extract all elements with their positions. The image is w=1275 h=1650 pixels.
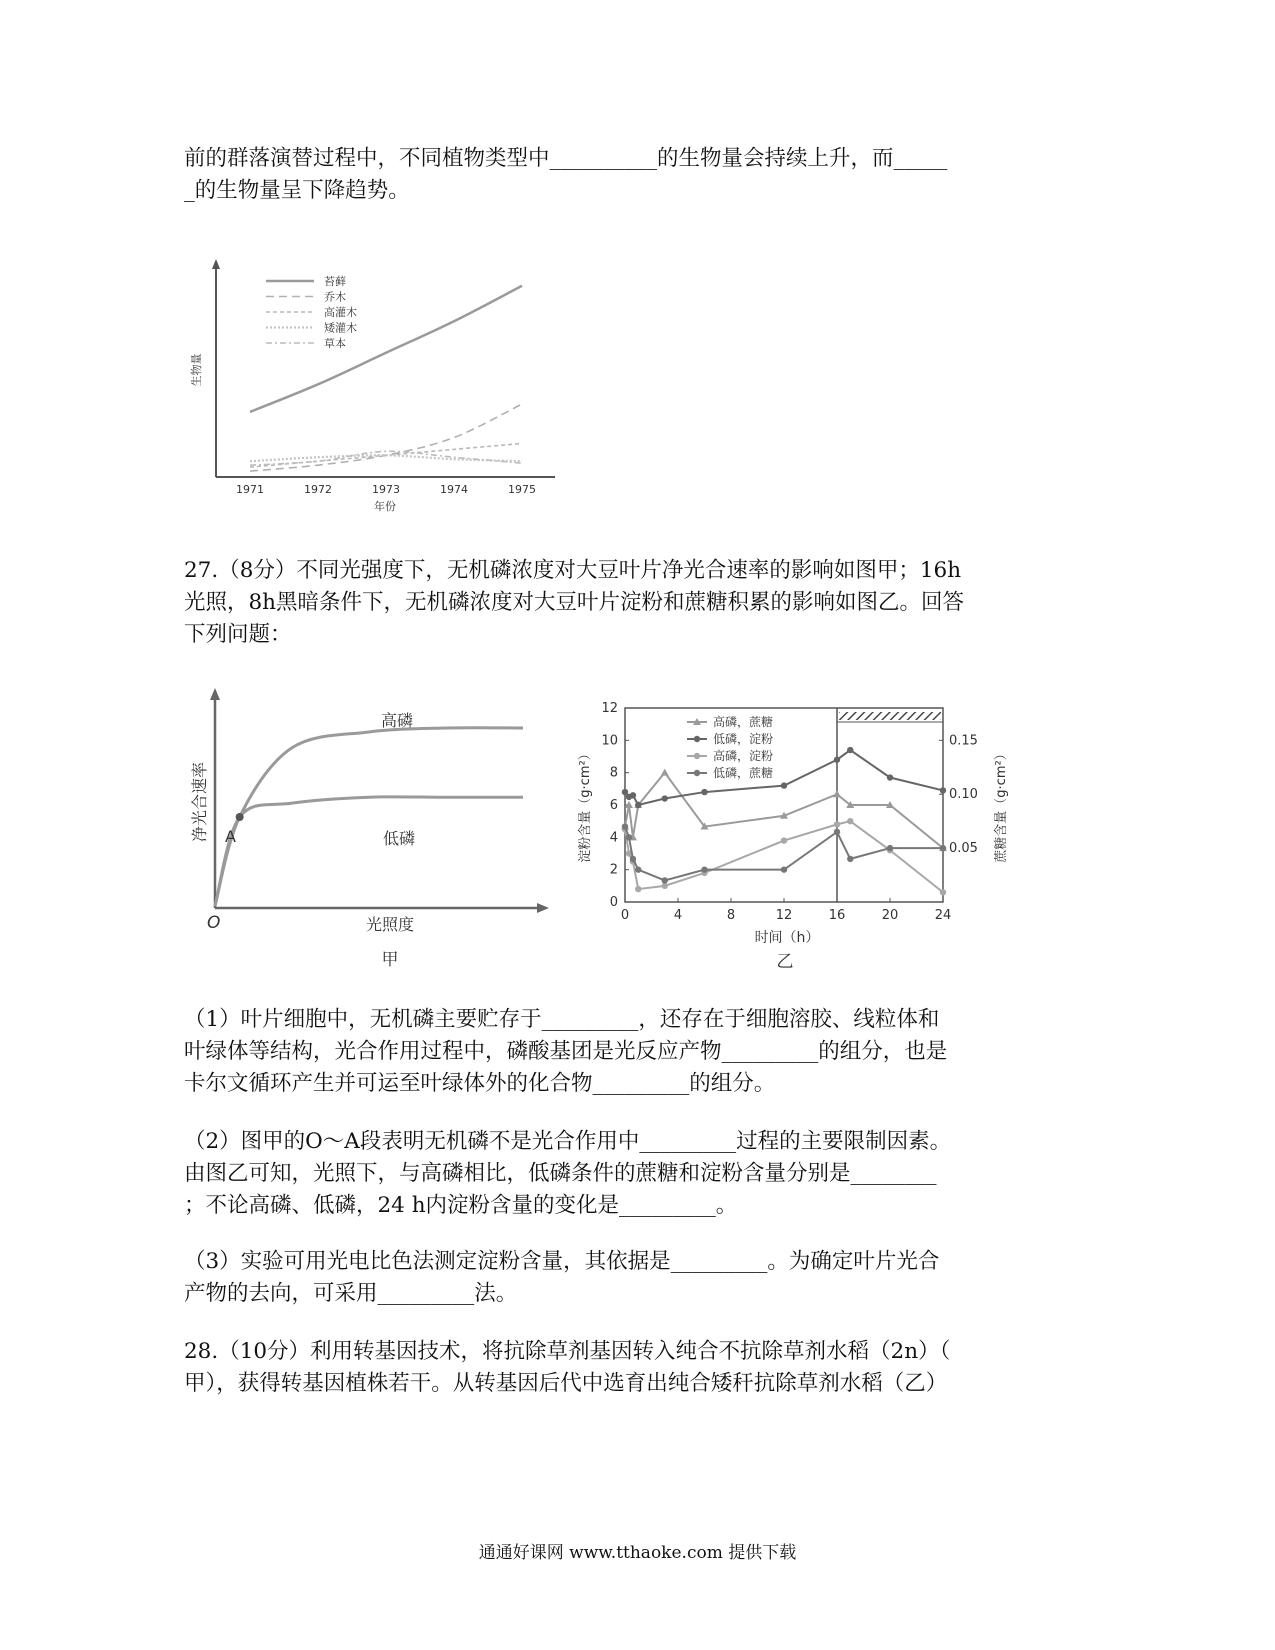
yi-point — [847, 818, 853, 824]
q27-part3 — [184, 1246, 1064, 1310]
photosynthesis-chart-jia — [185, 680, 565, 975]
q27-2-line-2: 由图乙可知，光照下，与高磷相比，低磷条件的蔗糖和淀粉含量分别是________ — [184, 1161, 937, 1186]
biomass-x-tick: 1975 — [508, 483, 536, 496]
yi-caption: 乙 — [776, 952, 794, 972]
biomass-y-label: 生物量 — [190, 353, 203, 387]
q27-1-line-2: 叶绿体等结构，光合作用过程中，磷酸基团是光反应产物_________的组分，也是 — [184, 1039, 948, 1064]
yi-point — [834, 757, 840, 763]
q27-line-3: 下列问题： — [184, 622, 292, 647]
yi-left-tick: 4 — [609, 830, 618, 846]
yi-right-tick: 0.10 — [949, 787, 978, 803]
biomass-x-tick: 1974 — [440, 483, 468, 496]
biomass-chart — [190, 255, 570, 517]
yi-point — [781, 837, 787, 843]
jia-series-high — [215, 728, 523, 906]
biomass-x-label: 年份 — [374, 500, 396, 513]
yi-right-tick: 0.15 — [949, 733, 978, 749]
jia-point-label: A — [225, 827, 236, 846]
q27-part2 — [184, 1126, 1064, 1222]
yi-series-3 — [625, 821, 943, 892]
yi-x-tick: 8 — [726, 908, 736, 923]
yi-point — [847, 856, 853, 862]
yi-legend-label: 低磷，淀粉 — [713, 732, 774, 746]
starch-sucrose-chart-yi — [575, 695, 1025, 975]
jia-origin-label: O — [207, 913, 221, 933]
jia-caption: 甲 — [381, 950, 399, 970]
yi-left-tick: 8 — [609, 765, 618, 781]
biomass-series-1 — [250, 286, 522, 412]
biomass-legend-label: 乔木 — [324, 290, 346, 304]
yi-point — [701, 789, 707, 795]
yi-point — [781, 866, 787, 872]
yi-point — [630, 856, 636, 862]
jia-x-label: 光照度 — [365, 915, 415, 934]
q28-line-1: 28.（10分）利用转基因技术，将抗除草剂基因转入纯合不抗除草剂水稻（2n）（ — [184, 1339, 951, 1364]
biomass-y-arrow — [212, 259, 220, 269]
yi-x-tick: 12 — [775, 908, 793, 923]
q28-line-2: 甲），获得转基因植株若干。从转基因后代中选育出纯合矮秆抗除草剂水稻（乙） — [184, 1371, 948, 1396]
yi-point — [626, 834, 632, 840]
q27-3-line-1: （3）实验可用光电比色法测定淀粉含量，其依据是_________。为确定叶片光合 — [184, 1249, 940, 1274]
biomass-series-2 — [250, 404, 522, 471]
biomass-series-4 — [250, 455, 522, 461]
yi-point — [701, 866, 707, 872]
biomass-legend-label: 矮灌木 — [324, 321, 357, 335]
jia-high-label: 高磷 — [381, 711, 414, 730]
biomass-x-tick: 1973 — [372, 483, 400, 496]
q27-1-line-1: （1）叶片细胞中，无机磷主要贮存于_________，还存在于细胞溶胶、线粒体和 — [184, 1007, 940, 1032]
jia-y-arrow — [210, 688, 220, 700]
yi-point — [662, 795, 668, 801]
yi-point — [781, 782, 787, 788]
page-footer: 通通好课网 www.tthaoke.com 提供下载 — [478, 1543, 797, 1563]
yi-left-tick: 2 — [609, 862, 618, 878]
q27-3-line-2: 产物的去向，可采用_________法。 — [184, 1281, 518, 1306]
q28-paragraph — [184, 1336, 1064, 1400]
intro-paragraph — [184, 143, 1064, 207]
yi-point — [940, 787, 946, 793]
yi-x-tick: 20 — [881, 908, 899, 923]
q27-line-2: 光照，8h黑暗条件下，无机磷浓度对大豆叶片淀粉和蔗糖积累的影响如图乙。回答 — [184, 590, 965, 615]
yi-legend-label: 低磷，蔗糖 — [713, 766, 774, 780]
yi-x-tick: 0 — [620, 908, 630, 923]
yi-point — [940, 845, 946, 851]
biomass-legend-label: 草本 — [324, 337, 346, 350]
yi-series-2 — [625, 750, 943, 805]
yi-point — [662, 877, 668, 883]
yi-x-label: 时间（h） — [754, 930, 820, 946]
yi-left-tick: 10 — [601, 733, 618, 749]
yi-right-tick: 0.05 — [949, 841, 978, 857]
jia-series-low — [215, 797, 523, 906]
jia-y-label: 净光合速率 — [190, 761, 209, 843]
yi-left-tick: 12 — [601, 701, 618, 716]
yi-point — [622, 823, 628, 829]
yi-legend-label: 高磷，淀粉 — [713, 749, 774, 763]
yi-point — [834, 821, 840, 827]
q27-paragraph — [184, 555, 1064, 651]
yi-point — [635, 866, 641, 872]
q27-line-1: 27.（8分）不同光强度下，无机磷浓度对大豆叶片净光合速率的影响如图甲；16h — [184, 558, 962, 583]
q27-2-line-3: ；不论高磷、低磷，24 h内淀粉含量的变化是_________。 — [184, 1193, 738, 1218]
yi-point — [834, 829, 840, 835]
biomass-x-tick: 1971 — [236, 483, 264, 496]
yi-point — [630, 792, 636, 798]
yi-x-tick: 4 — [673, 908, 683, 923]
q27-part1 — [184, 1004, 1064, 1100]
yi-x-tick: 16 — [828, 908, 846, 923]
yi-right-label: 蔗糖含量（g·cm²） — [994, 747, 1009, 863]
yi-point — [887, 774, 893, 780]
yi-left-tick: 0 — [609, 895, 618, 910]
biomass-legend-label: 高灌木 — [324, 306, 357, 319]
jia-x-arrow — [537, 903, 549, 913]
jia-low-label: 低磷 — [383, 829, 416, 848]
yi-point — [635, 886, 641, 892]
q27-2-line-1: （2）图甲的O～A段表明无机磷不是光合作用中_________过程的主要限制因素。 — [184, 1129, 952, 1154]
yi-point — [635, 802, 641, 808]
yi-plot-frame — [625, 708, 943, 902]
jia-point-a — [236, 813, 244, 821]
intro-line-2: _的生物量呈下降趋势。 — [184, 178, 410, 203]
yi-left-tick: 6 — [609, 798, 618, 813]
yi-x-tick: 24 — [934, 908, 952, 923]
biomass-legend-label: 苔藓 — [324, 275, 346, 288]
yi-point — [887, 845, 893, 851]
yi-point — [847, 747, 853, 753]
intro-line-1: 前的群落演替过程中，不同植物类型中__________的生物量会持续上升，而_____ — [184, 146, 948, 171]
yi-left-label: 淀粉含量（g·cm²） — [578, 747, 593, 863]
yi-point — [661, 769, 669, 776]
yi-point — [940, 889, 946, 895]
q27-1-line-3: 卡尔文循环产生并可运至叶绿体外的化合物_________的组分。 — [184, 1071, 776, 1096]
yi-legend-label: 高磷，蔗糖 — [713, 715, 774, 729]
yi-point — [833, 790, 841, 797]
biomass-x-tick: 1972 — [304, 483, 332, 496]
